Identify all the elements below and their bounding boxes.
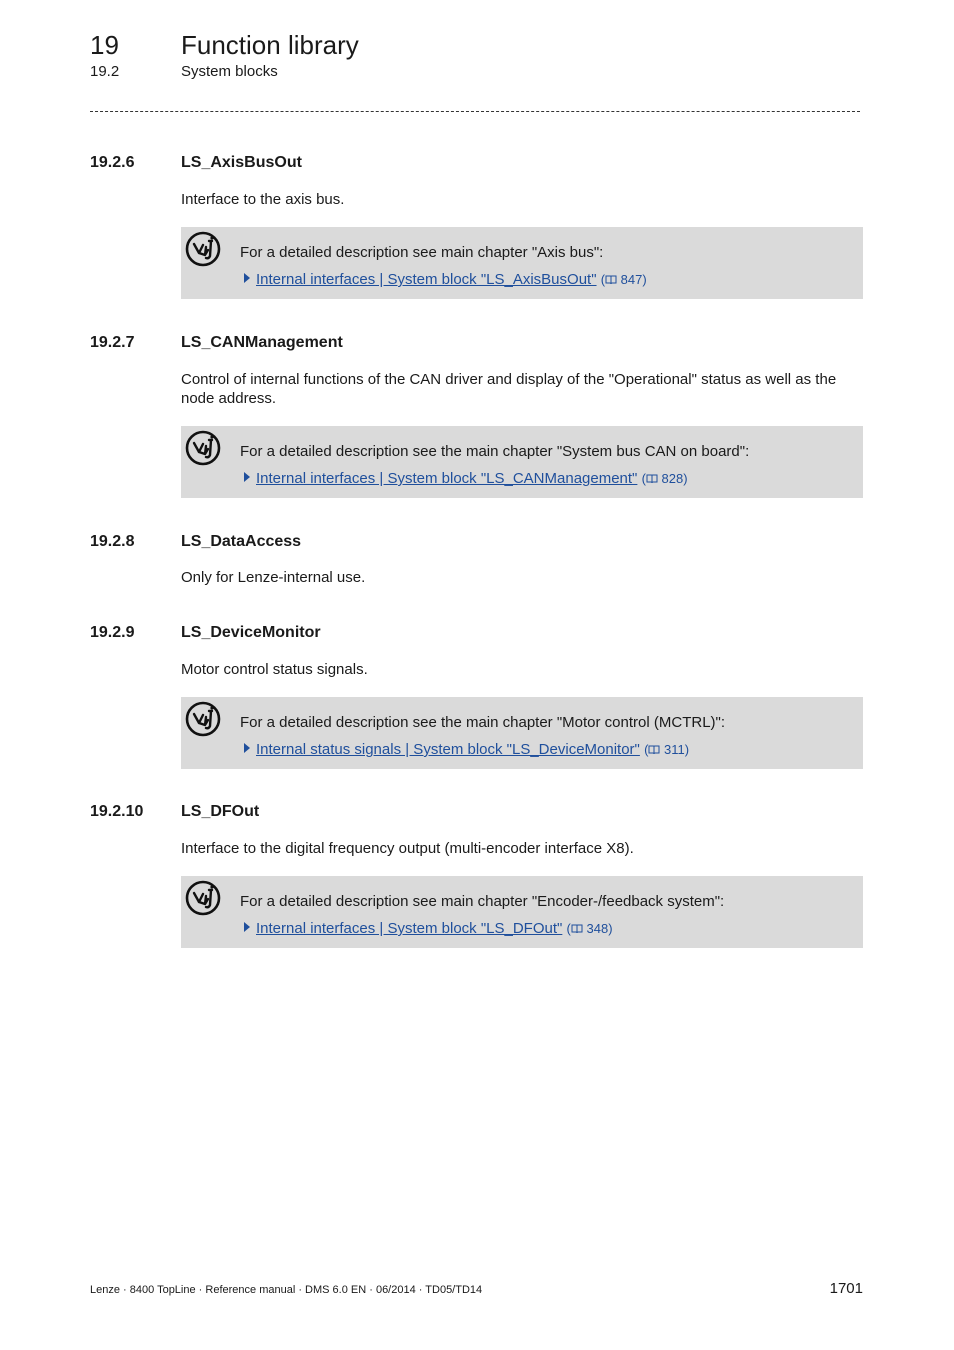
footer-document-info: Lenze · 8400 TopLine · Reference manual · DMS 6.0 EN · 06/2014 · TD05/TD14	[90, 1284, 483, 1296]
note-link-row	[244, 469, 688, 488]
section-number: 19.2	[90, 63, 120, 80]
note-box	[181, 876, 863, 948]
page-reference-number: 311	[664, 742, 685, 757]
note-link-row	[244, 740, 689, 759]
heading-number: 19.2.8	[90, 533, 135, 550]
heading-number: 19.2.9	[90, 624, 135, 641]
section-title: System blocks	[181, 63, 278, 80]
triangle-bullet-icon	[244, 472, 250, 482]
note-text: For a detailed description see main chapter "Encoder-/feedback system":	[240, 893, 725, 910]
heading-title: LS_CANManagement	[181, 334, 343, 351]
note-box	[181, 697, 863, 769]
heading-number: 19.2.10	[90, 803, 144, 820]
note-link-row	[244, 270, 647, 289]
heading-number: 19.2.6	[90, 154, 135, 171]
note-text: For a detailed description see main chapter "Axis bus":	[240, 244, 604, 261]
note-text: For a detailed description see the main chapter "System bus CAN on board":	[240, 443, 750, 460]
page-reference: ( 311)	[644, 742, 690, 757]
section-description: Interface to the digital frequency output (multi-encoder interface X8).	[181, 840, 634, 857]
book-icon	[605, 275, 617, 285]
section-description: Only for Lenze-internal use.	[181, 569, 366, 586]
cross-reference-link[interactable]: Internal interfaces | System block "LS_DFOut"	[256, 920, 563, 937]
section-description: Control of internal functions of the CAN driver and display of the "Operational" status as well as the node address.	[181, 371, 837, 407]
triangle-bullet-icon	[244, 922, 250, 932]
page-reference-number: 847	[620, 272, 643, 287]
note-text: For a detailed description see the main chapter "Motor control (MCTRL)":	[240, 714, 726, 731]
cross-reference-link[interactable]: Internal status signals | System block "LS_DeviceMonitor"	[256, 741, 640, 758]
page-reference-number: 348	[586, 921, 609, 936]
heading-title: LS_DeviceMonitor	[181, 624, 321, 641]
page-number: 1701	[829, 1280, 863, 1297]
hand-note-icon	[185, 880, 221, 916]
book-icon	[646, 474, 658, 484]
page-reference: ( 828)	[641, 471, 688, 486]
chapter-number: 19	[90, 30, 119, 60]
header-divider	[90, 111, 860, 112]
section-description: Motor control status signals.	[181, 661, 368, 678]
note-box	[181, 426, 863, 498]
triangle-bullet-icon	[244, 273, 250, 283]
cross-reference-link[interactable]: Internal interfaces | System block "LS_CANManagement"	[256, 470, 638, 487]
note-box	[181, 227, 863, 299]
hand-note-icon	[185, 231, 221, 267]
page-reference-number: 828	[661, 471, 684, 486]
book-icon	[648, 745, 660, 755]
triangle-bullet-icon	[244, 743, 250, 753]
chapter-title: Function library	[181, 30, 359, 60]
cross-reference-link[interactable]: Internal interfaces | System block "LS_AxisBusOut"	[256, 271, 597, 288]
heading-title: LS_DataAccess	[181, 533, 302, 550]
book-icon	[571, 924, 583, 934]
heading-title: LS_AxisBusOut	[181, 154, 302, 171]
note-link-row	[244, 919, 613, 938]
hand-note-icon	[185, 701, 221, 737]
heading-number: 19.2.7	[90, 334, 135, 351]
page-reference: ( 348)	[566, 921, 613, 936]
hand-note-icon	[185, 430, 221, 466]
heading-title: LS_DFOut	[181, 803, 260, 820]
page-reference: ( 847)	[600, 272, 647, 287]
section-description: Interface to the axis bus.	[181, 191, 345, 208]
